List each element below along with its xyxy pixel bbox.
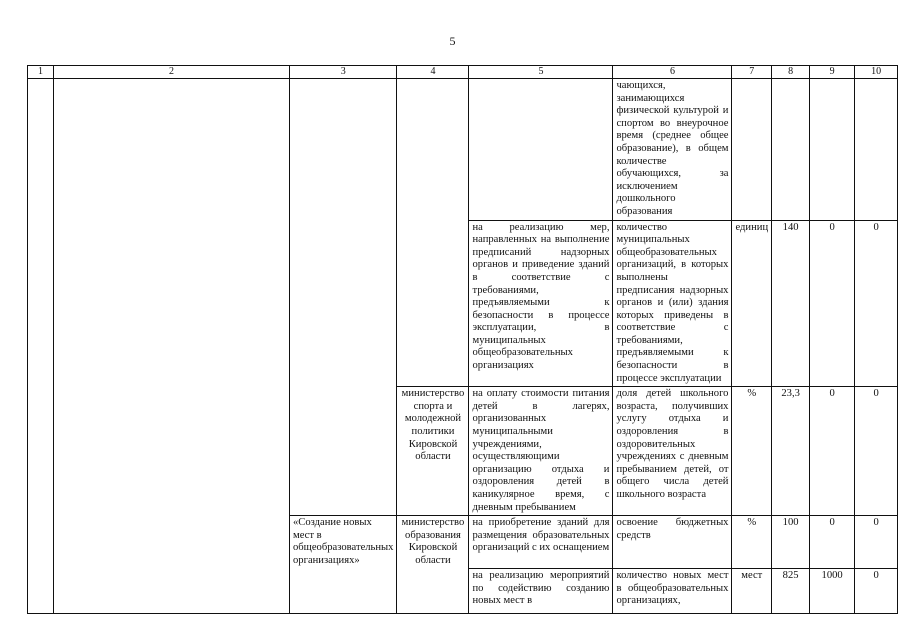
column-header-9: 9: [810, 66, 855, 79]
unit-cell: %: [732, 387, 772, 516]
value-cell: 0: [855, 516, 898, 569]
cell-col1: [28, 79, 54, 614]
column-header-3: 3: [290, 66, 397, 79]
purpose-text: на реализацию мероприятий по содействию созданию новых мест в: [469, 569, 613, 614]
budget-table: [27, 65, 898, 614]
cell-col3: [290, 79, 397, 516]
indicator-text: доля детей школьного возраста, получивших услугу отдыха и оздоровления в оздоровительных учреждениях с дневным пребыванием детей, от общего числа детей школьного возраста: [613, 387, 732, 516]
responsible-body: министерство спорта и молодежной политики Кировской области: [397, 387, 469, 516]
column-header-7: 7: [732, 66, 772, 79]
value-cell: 0: [855, 220, 898, 387]
column-header-4: 4: [397, 66, 469, 79]
program-name: «Создание новых мест в общеобразовательных организациях»: [290, 516, 397, 614]
unit-cell: %: [732, 516, 772, 569]
unit-cell: единиц: [732, 220, 772, 387]
value-cell: 0: [810, 387, 855, 516]
value-cell: 0: [855, 569, 898, 614]
column-header-6: 6: [613, 66, 732, 79]
cell-col8: [772, 79, 810, 221]
cell-col9: [810, 79, 855, 221]
table-row: [28, 79, 898, 221]
value-cell: 23,3: [772, 387, 810, 516]
value-cell: 825: [772, 569, 810, 614]
indicator-text: освоение бюджетных средств: [613, 516, 732, 569]
cell-col10: [855, 79, 898, 221]
indicator-text: количество муниципальных общеобразовательных организаций, в которых выполнены предписания надзорных органов и (или) здания которых приведены в соответствие с требованиями, предъявляемыми к безопасности в процессе эксплуатации: [613, 220, 732, 387]
page-number: 5: [449, 34, 456, 48]
value-cell: 140: [772, 220, 810, 387]
column-header-2: 2: [54, 66, 290, 79]
purpose-text: на реализацию мер, направленных на выполнение предписаний надзорных органов и приведение зданий в соответствие с требованиями, предъявляемыми к безопасности в процессе эксплуатации, в муниципальных общеобразовательных организациях: [469, 220, 613, 387]
column-header-5: 5: [469, 66, 613, 79]
column-header-8: 8: [772, 66, 810, 79]
cell-col2: [54, 79, 290, 614]
purpose-text: на оплату стоимости питания детей в лагерях, организованных муниципальными учреждениями, осуществляющими организацию отдыха и оздоровления детей в каникулярное время, с дневным пребыванием: [469, 387, 613, 516]
value-cell: 0: [855, 387, 898, 516]
cell-col7: [732, 79, 772, 221]
column-header-1: 1: [28, 66, 54, 79]
cell-col5: [469, 79, 613, 221]
cell-col4: [397, 79, 469, 387]
value-cell: 100: [772, 516, 810, 569]
indicator-text: чающихся, занимающихся физической культурой и спортом во внеурочное время (среднее общее образование), в общем количестве обучающихся, за исключением дошкольного образования: [613, 79, 732, 221]
purpose-text: на приобретение зданий для размещения образовательных организаций с их оснащением: [469, 516, 613, 569]
value-cell: 0: [810, 516, 855, 569]
value-cell: 0: [810, 220, 855, 387]
indicator-text: количество новых мест в общеобразовательных организациях,: [613, 569, 732, 614]
responsible-body: министерство образования Кировской области: [397, 516, 469, 614]
unit-cell: мест: [732, 569, 772, 614]
column-number-row: [28, 66, 898, 79]
value-cell: 1000: [810, 569, 855, 614]
column-header-10: 10: [855, 66, 898, 79]
